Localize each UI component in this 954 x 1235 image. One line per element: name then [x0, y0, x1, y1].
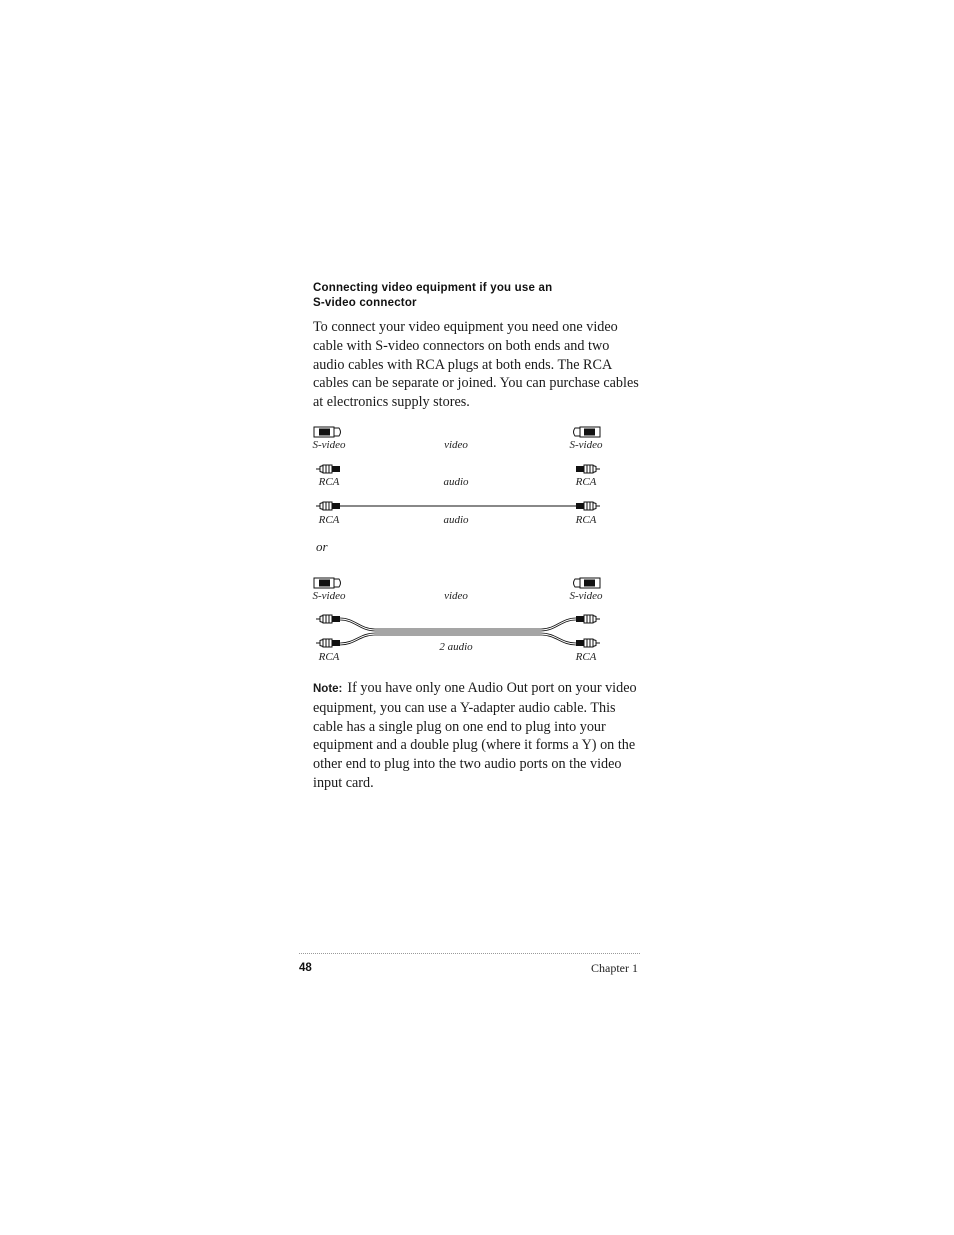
footer-divider — [299, 953, 640, 954]
section-body: To connect your video equipment you need one video cable with S-video connectors on both ends and two audio cables with RCA plugs at both ends. The RCA cables can be separate or joined. You can purchase cables at electronics supply stores. — [313, 319, 639, 411]
label-rca-left-1: RCA — [318, 476, 340, 488]
rca-plug-right-1 — [576, 465, 600, 473]
label-svideo-left-2: S-video — [312, 590, 346, 602]
label-svideo-right-2: S-video — [569, 590, 603, 602]
section-heading-line1: Connecting video equipment if you use an — [313, 282, 553, 294]
section-heading-line2: S-video connector — [313, 297, 417, 309]
label-rca-left-3: RCA — [318, 651, 340, 663]
label-video-2: video — [444, 590, 468, 602]
svideo-plug-right-2 — [574, 578, 601, 588]
label-rca-left-2: RCA — [318, 514, 340, 526]
label-svideo-left-1: S-video — [312, 439, 346, 451]
chapter-label: Chapter 1 — [591, 961, 638, 975]
label-video-1: video — [444, 439, 468, 451]
label-audio-2: audio — [443, 514, 469, 526]
label-rca-right-1: RCA — [575, 476, 597, 488]
svideo-plug-left-2 — [314, 578, 341, 588]
rca-plug-left-bottom — [316, 639, 340, 647]
svideo-plug-right-1 — [574, 427, 601, 437]
note-label: Note: — [313, 683, 343, 695]
label-rca-right-3: RCA — [575, 651, 597, 663]
page-number: 48 — [299, 962, 312, 974]
label-audio-1: audio — [443, 476, 469, 488]
or-label: or — [316, 539, 328, 554]
cable-diagram — [300, 418, 620, 668]
section-heading — [313, 281, 643, 311]
note-paragraph — [313, 679, 643, 793]
rca-plug-right-bottom — [576, 639, 600, 647]
svideo-plug-left-1 — [314, 427, 341, 437]
rca-plug-right-2 — [576, 502, 600, 510]
rca-plug-left-1 — [316, 465, 340, 473]
rca-plug-left-top — [316, 615, 340, 623]
label-2-audio: 2 audio — [439, 641, 473, 653]
rca-plug-left-2 — [316, 502, 340, 510]
rca-plug-right-top — [576, 615, 600, 623]
label-svideo-right-1: S-video — [569, 439, 603, 451]
label-rca-right-2: RCA — [575, 514, 597, 526]
note-text: If you have only one Audio Out port on your video equipment, you can use a Y-adapter audio cable. This cable has a single plug on one end to plug into your equipment and a double plug (where it forms a Y) on the other end to plug into the two audio ports on the video input card. — [313, 680, 637, 791]
